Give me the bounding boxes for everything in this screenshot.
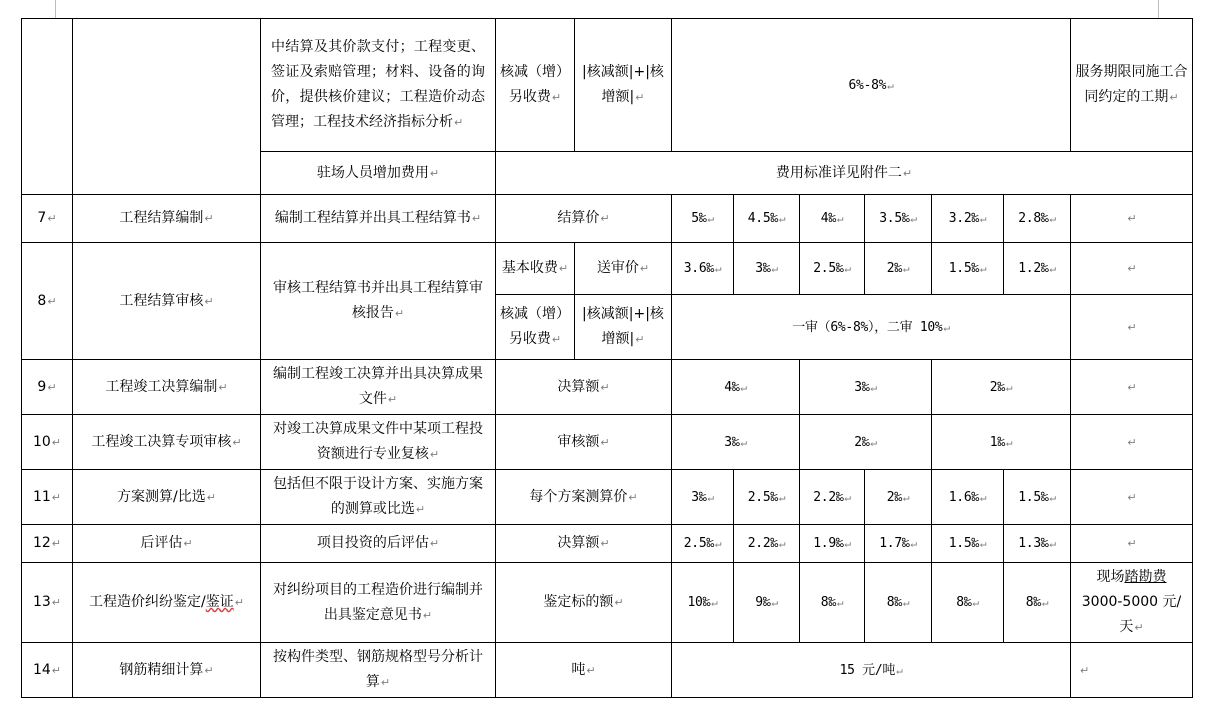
rate-cell: 2.2‰↵ <box>800 470 865 525</box>
rate-cell: 3‰↵ <box>672 470 734 525</box>
rate-cell: 3.6‰↵ <box>672 243 734 295</box>
fee-standard-cell: 费用标准详见附件二↵ <box>496 152 1193 195</box>
table-row <box>22 415 1193 470</box>
table-row <box>22 195 1193 243</box>
rate-cell: 6%-8%↵ <box>672 19 1071 152</box>
rate-cell: 1.3‰↵ <box>1004 525 1071 563</box>
rate-cell: 2‰↵ <box>800 415 932 470</box>
project-name-cell: 钢筋精细计算↵ <box>73 643 261 698</box>
remark-cell: ↵ <box>1071 525 1193 563</box>
project-name-cell: 方案测算/比选↵ <box>73 470 261 525</box>
fee-basis-cell: 决算额↵ <box>496 360 672 415</box>
service-content-cell: 编制工程结算并出具工程结算书↵ <box>261 195 496 243</box>
row-number-cell: 13↵ <box>22 563 73 643</box>
remark-cell: ↵ <box>1071 360 1193 415</box>
fee-standard-table <box>21 18 1193 698</box>
fee-label-cell: 核减（增）另收费↵ <box>496 19 575 152</box>
project-name-cell: 后评估↵ <box>73 525 261 563</box>
rate-cell: 4‰↵ <box>800 195 865 243</box>
remark-cell: ↵ <box>1071 643 1193 698</box>
fee-basis-cell: 送审价↵ <box>575 243 672 295</box>
service-content-cell: 按构件类型、钢筋规格型号分析计算↵ <box>261 643 496 698</box>
rate-cell: 5‰↵ <box>672 195 734 243</box>
project-name-cell: 工程结算编制↵ <box>73 195 261 243</box>
project-name-cell: 工程结算审核↵ <box>73 243 261 360</box>
row-number-cell: 12↵ <box>22 525 73 563</box>
rate-cell: 2‰↵ <box>865 243 932 295</box>
remark-cell: ↵ <box>1071 243 1193 295</box>
rate-cell: 10‰↵ <box>672 563 734 643</box>
rate-cell: 3‰↵ <box>800 360 932 415</box>
rate-cell: 4.5‰↵ <box>734 195 800 243</box>
fee-basis-cell: |核减额|+|核增额|↵ <box>575 19 672 152</box>
rate-cell: 1.7‰↵ <box>865 525 932 563</box>
service-content-cell: 对竣工决算成果文件中某项工程投资额进行专业复核↵ <box>261 415 496 470</box>
rate-cell: 4‰↵ <box>672 360 800 415</box>
remark-cell: ↵ <box>1071 195 1193 243</box>
table-row <box>22 470 1193 525</box>
row-number-cell: 11↵ <box>22 470 73 525</box>
page-corner-mark-left <box>55 0 56 18</box>
row-number-cell: 7↵ <box>22 195 73 243</box>
page-corner-mark-right <box>1158 0 1159 18</box>
rate-cell: 3‰↵ <box>734 243 800 295</box>
table-row <box>22 563 1193 643</box>
rate-cell: 一审（6%-8%），二审 10%↵ <box>672 295 1071 360</box>
fee-basis-cell: 每个方案测算价↵ <box>496 470 672 525</box>
fee-basis-cell: 决算额↵ <box>496 525 672 563</box>
rate-cell: 1‰↵ <box>932 415 1071 470</box>
project-name-cell: 工程竣工决算专项审核↵ <box>73 415 261 470</box>
rate-cell: 3.5‰↵ <box>865 195 932 243</box>
service-content-cell: 审核工程结算书并出具工程结算审核报告↵ <box>261 243 496 360</box>
project-name-cell: 工程竣工决算编制↵ <box>73 360 261 415</box>
rate-cell: 1.2‰↵ <box>1004 243 1071 295</box>
fee-basis-cell: 审核额↵ <box>496 415 672 470</box>
rate-cell: 2.5‰↵ <box>672 525 734 563</box>
rate-cell: 2.5‰↵ <box>800 243 865 295</box>
rate-cell: 8‰↵ <box>932 563 1004 643</box>
rate-cell: 2‰↵ <box>865 470 932 525</box>
service-content-cell: 项目投资的后评估↵ <box>261 525 496 563</box>
rate-cell: 2.2‰↵ <box>734 525 800 563</box>
rate-cell: 2.8‰↵ <box>1004 195 1071 243</box>
table-row <box>22 19 1193 152</box>
row-number-cell: 10↵ <box>22 415 73 470</box>
fee-basis-cell: |核减额|+|核增额|↵ <box>575 295 672 360</box>
fee-basis-cell: 鉴定标的额↵ <box>496 563 672 643</box>
rate-cell: 8‰↵ <box>865 563 932 643</box>
rate-cell: 3.2‰↵ <box>932 195 1004 243</box>
table-row <box>22 360 1193 415</box>
rate-cell: 1.9‰↵ <box>800 525 865 563</box>
rate-cell: 8‰↵ <box>800 563 865 643</box>
rate-cell: 2‰↵ <box>932 360 1071 415</box>
rate-cell: 8‰↵ <box>1004 563 1071 643</box>
row-number-cell: 14↵ <box>22 643 73 698</box>
spellcheck-underline: 鉴证 <box>205 594 234 610</box>
row-number-cell <box>22 19 73 195</box>
service-content-cell: 包括但不限于设计方案、实施方案的测算或比选↵ <box>261 470 496 525</box>
fee-basis-cell: 吨↵ <box>496 643 672 698</box>
fee-label-cell: 核减（增）另收费↵ <box>496 295 575 360</box>
service-content-cell: 编制工程竣工决算并出具决算成果文件↵ <box>261 360 496 415</box>
rate-cell: 1.5‰↵ <box>932 243 1004 295</box>
rate-cell: 2.5‰↵ <box>734 470 800 525</box>
service-content-cell: 驻场人员增加费用↵ <box>261 152 496 195</box>
rate-cell: 1.5‰↵ <box>1004 470 1071 525</box>
service-content-cell: 中结算及其价款支付；工程变更、签证及索赔管理；材料、设备的询价，提供核价建议；工程造价动态管理；工程技术经济指标分析↵ <box>261 19 496 152</box>
remark-cell: 现场踏勘费 3000-5000 元/天↵ <box>1071 563 1193 643</box>
remark-cell: 服务期限同施工合同约定的工期↵ <box>1071 19 1193 152</box>
project-name-cell: 工程造价纠纷鉴定/鉴证↵ <box>73 563 261 643</box>
service-content-cell: 对纠纷项目的工程造价进行编制并出具鉴定意见书↵ <box>261 563 496 643</box>
table-row <box>22 243 1193 295</box>
remark-cell: ↵ <box>1071 470 1193 525</box>
table-row <box>22 643 1193 698</box>
rate-cell: 15 元/吨↵ <box>672 643 1071 698</box>
row-number-cell: 9↵ <box>22 360 73 415</box>
fee-basis-cell: 结算价↵ <box>496 195 672 243</box>
fee-label-cell: 基本收费↵ <box>496 243 575 295</box>
rate-cell: 3‰↵ <box>672 415 800 470</box>
row-number-cell: 8↵ <box>22 243 73 360</box>
table-row <box>22 525 1193 563</box>
project-name-cell <box>73 19 261 195</box>
rate-cell: 1.5‰↵ <box>932 525 1004 563</box>
remark-cell: ↵ <box>1071 415 1193 470</box>
rate-cell: 1.6‰↵ <box>932 470 1004 525</box>
rate-cell: 9‰↵ <box>734 563 800 643</box>
remark-cell: ↵ <box>1071 295 1193 360</box>
